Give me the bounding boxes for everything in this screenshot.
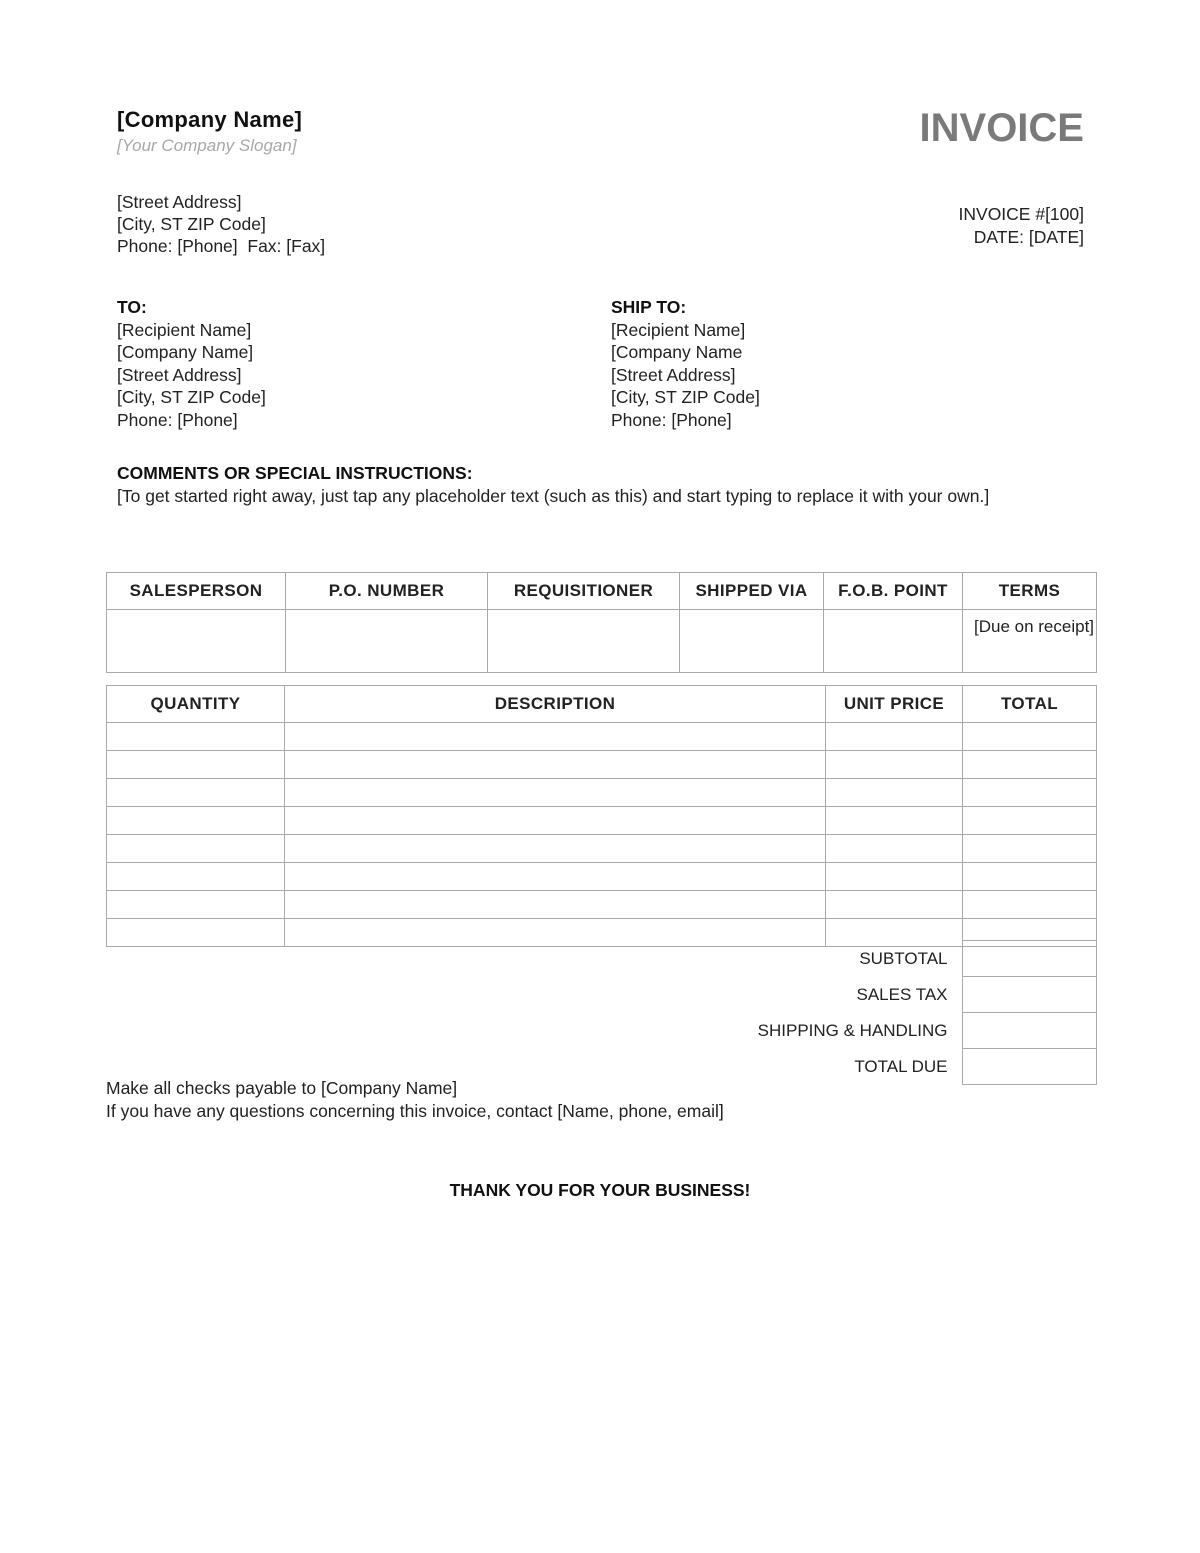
col-header-fob-point: F.O.B. POINT (824, 573, 963, 610)
comments-heading: COMMENTS OR SPECIAL INSTRUCTIONS: (117, 463, 473, 483)
description-cell[interactable] (285, 835, 826, 863)
subtotal-value[interactable] (962, 941, 1096, 977)
spacer (106, 977, 284, 1013)
company-name: [Company Name] (117, 107, 303, 132)
comments-text[interactable]: [To get started right away, just tap any placeholder text (such as this) and start typing to replace it with your own.] (117, 486, 990, 506)
description-cell[interactable] (285, 751, 826, 779)
quantity-cell[interactable] (107, 779, 285, 807)
questions-contact-note: If you have any questions concerning this invoice, contact [Name, phone, email] (106, 1101, 724, 1121)
items-header-row (107, 686, 1097, 723)
totals-table (106, 940, 1097, 1085)
bill-to-line: [City, ST ZIP Code] (117, 387, 266, 407)
col-header-unit-price: UNIT PRICE (826, 686, 963, 723)
unit-price-cell[interactable] (826, 723, 963, 751)
unit-price-cell[interactable] (826, 751, 963, 779)
line-total-cell[interactable] (963, 807, 1097, 835)
col-header-description: DESCRIPTION (285, 686, 826, 723)
line-total-cell[interactable] (963, 779, 1097, 807)
quantity-cell[interactable] (107, 891, 285, 919)
table-row (107, 723, 1097, 751)
table-row (107, 807, 1097, 835)
col-header-requisitioner: REQUISITIONER (488, 573, 680, 610)
requisitioner-cell[interactable] (488, 610, 680, 673)
ship-to-line: [Company Name (611, 342, 743, 362)
table-row (107, 835, 1097, 863)
spacer (106, 941, 284, 977)
company-phone-fax: Phone: [Phone] Fax: [Fax] (117, 236, 326, 256)
shipping-value[interactable] (962, 1013, 1096, 1049)
table-row (107, 863, 1097, 891)
line-total-cell[interactable] (963, 863, 1097, 891)
spacer (106, 1013, 284, 1049)
table-row (107, 751, 1097, 779)
po-number-cell[interactable] (286, 610, 488, 673)
shipping-row (106, 1013, 1096, 1049)
invoice-meta (959, 203, 1084, 249)
col-header-shipped-via: SHIPPED VIA (680, 573, 824, 610)
subtotal-label: SUBTOTAL (859, 948, 948, 968)
bill-to-line: [Street Address] (117, 364, 242, 385)
quantity-cell[interactable] (107, 835, 285, 863)
shipping-label: SHIPPING & HANDLING (757, 1020, 948, 1040)
table-row (107, 779, 1097, 807)
table-row (107, 891, 1097, 919)
bill-to-heading: TO: (117, 297, 147, 317)
company-address (117, 191, 325, 257)
company-street: [Street Address] (117, 192, 242, 212)
line-items-table (106, 685, 1097, 947)
total-due-label: TOTAL DUE (854, 1056, 948, 1076)
invoice-title: INVOICE (919, 106, 1084, 150)
line-total-cell[interactable] (963, 751, 1097, 779)
description-cell[interactable] (285, 891, 826, 919)
col-header-terms: TERMS (963, 573, 1097, 610)
sales-tax-label: SALES TAX (856, 984, 948, 1004)
col-header-quantity: QUANTITY (107, 686, 285, 723)
line-total-cell[interactable] (963, 723, 1097, 751)
quantity-cell[interactable] (107, 723, 285, 751)
ship-to-block (611, 296, 760, 431)
unit-price-cell[interactable] (826, 779, 963, 807)
comments-section (117, 462, 989, 508)
fob-point-cell[interactable] (824, 610, 963, 673)
order-header-row (107, 573, 1097, 610)
company-city: [City, ST ZIP Code] (117, 214, 266, 234)
description-cell[interactable] (285, 863, 826, 891)
bill-to-block (117, 296, 266, 431)
sales-tax-value[interactable] (962, 977, 1096, 1013)
shipped-via-cell[interactable] (680, 610, 824, 673)
payment-footer (106, 1077, 724, 1123)
invoice-number: INVOICE #[100] (958, 204, 1084, 224)
quantity-cell[interactable] (107, 863, 285, 891)
company-slogan: [Your Company Slogan] (117, 136, 297, 155)
bill-to-line: [Recipient Name] (117, 319, 252, 340)
ship-to-heading: SHIP TO: (611, 297, 687, 317)
ship-to-line: [Street Address] (611, 364, 736, 385)
sales-tax-row (106, 977, 1096, 1013)
quantity-cell[interactable] (107, 751, 285, 779)
quantity-cell[interactable] (107, 807, 285, 835)
order-value-row (107, 610, 1097, 673)
bill-to-line: Phone: [Phone] (117, 409, 238, 430)
total-due-value[interactable] (962, 1049, 1096, 1085)
col-header-salesperson: SALESPERSON (107, 573, 286, 610)
description-cell[interactable] (285, 779, 826, 807)
description-cell[interactable] (285, 807, 826, 835)
description-cell[interactable] (285, 723, 826, 751)
line-total-cell[interactable] (963, 891, 1097, 919)
col-header-po-number: P.O. NUMBER (286, 573, 488, 610)
thank-you-message: THANK YOU FOR YOUR BUSINESS! (449, 1180, 751, 1200)
col-header-total: TOTAL (963, 686, 1097, 723)
order-info-table (106, 572, 1097, 673)
unit-price-cell[interactable] (826, 891, 963, 919)
ship-to-line: [City, ST ZIP Code] (611, 387, 760, 407)
unit-price-cell[interactable] (826, 807, 963, 835)
salesperson-cell[interactable] (107, 610, 286, 673)
unit-price-cell[interactable] (826, 863, 963, 891)
unit-price-cell[interactable] (826, 835, 963, 863)
invoice-date: DATE: [DATE] (973, 227, 1084, 247)
bill-to-line: [Company Name] (117, 342, 254, 362)
terms-cell[interactable]: [Due on receipt] (963, 610, 1097, 673)
line-total-cell[interactable] (963, 835, 1097, 863)
checks-payable-note: Make all checks payable to [Company Name] (106, 1078, 458, 1098)
ship-to-line: Phone: [Phone] (611, 409, 732, 430)
subtotal-row (106, 941, 1096, 977)
ship-to-line: [Recipient Name] (611, 319, 746, 340)
